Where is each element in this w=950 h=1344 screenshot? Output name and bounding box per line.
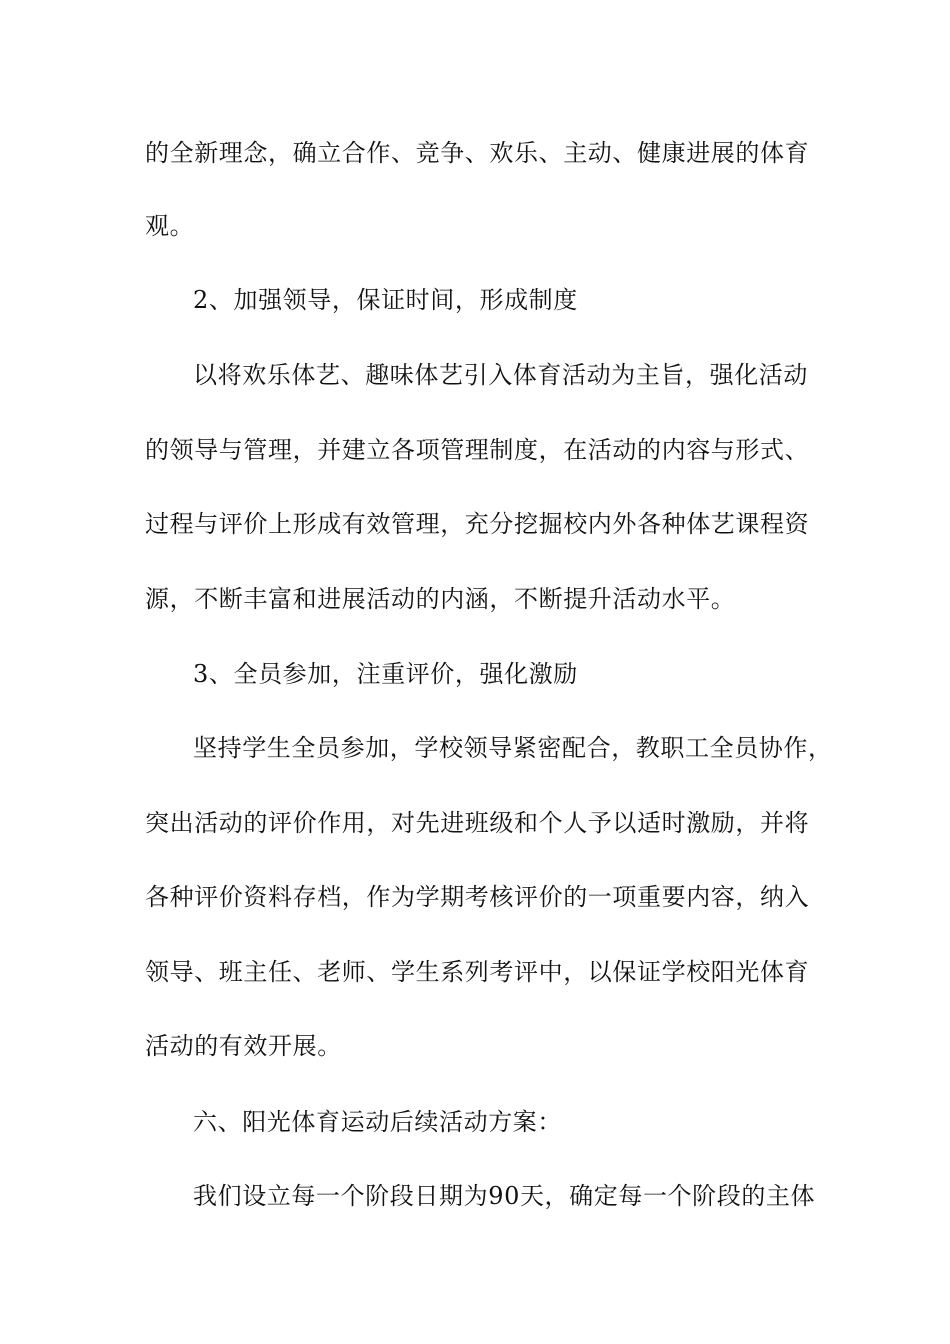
paragraph-line-13: 活动的有效开展。 <box>145 1032 342 1060</box>
paragraph-line-2: 观。 <box>145 212 195 240</box>
paragraph-line-10: 突出活动的评价作用，对先进班级和个人予以适时激励，并将 <box>145 809 810 837</box>
paragraph-line-12: 领导、班主任、老师、学生系列考评中，以保证学校阳光体育 <box>145 958 810 986</box>
paragraph-line-1: 的全新理念，确立合作、竞争、欢乐、主动、健康进展的体育 <box>145 139 810 167</box>
paragraph-line-7: 源，不断丰富和进展活动的内涵，不断提升活动水平。 <box>145 585 736 613</box>
section-heading-3: 3、全员参加，注重评价，强化激励 <box>193 660 578 688</box>
paragraph-line-4: 以将欢乐体艺、趣味体艺引入体育活动为主旨，强化活动 <box>193 361 808 389</box>
paragraph-line-6: 过程与评价上形成有效管理，充分挖掘校内外各种体艺课程资 <box>145 510 810 538</box>
paragraph-line-9: 坚持学生全员参加，学校领导紧密配合，教职工全员协作， <box>193 734 833 762</box>
paragraph-line-15: 我们设立每一个阶段日期为90天，确定每一个阶段的主体 <box>193 1182 816 1210</box>
paragraph-line-5: 的领导与管理，并建立各项管理制度，在活动的内容与形式、 <box>145 436 810 464</box>
section-heading-6: 六、阳光体育运动后续活动方案： <box>193 1108 562 1136</box>
section-heading-2: 2、加强领导，保证时间，形成制度 <box>193 286 578 314</box>
paragraph-line-11: 各种评价资料存档，作为学期考核评价的一项重要内容，纳入 <box>145 883 810 911</box>
